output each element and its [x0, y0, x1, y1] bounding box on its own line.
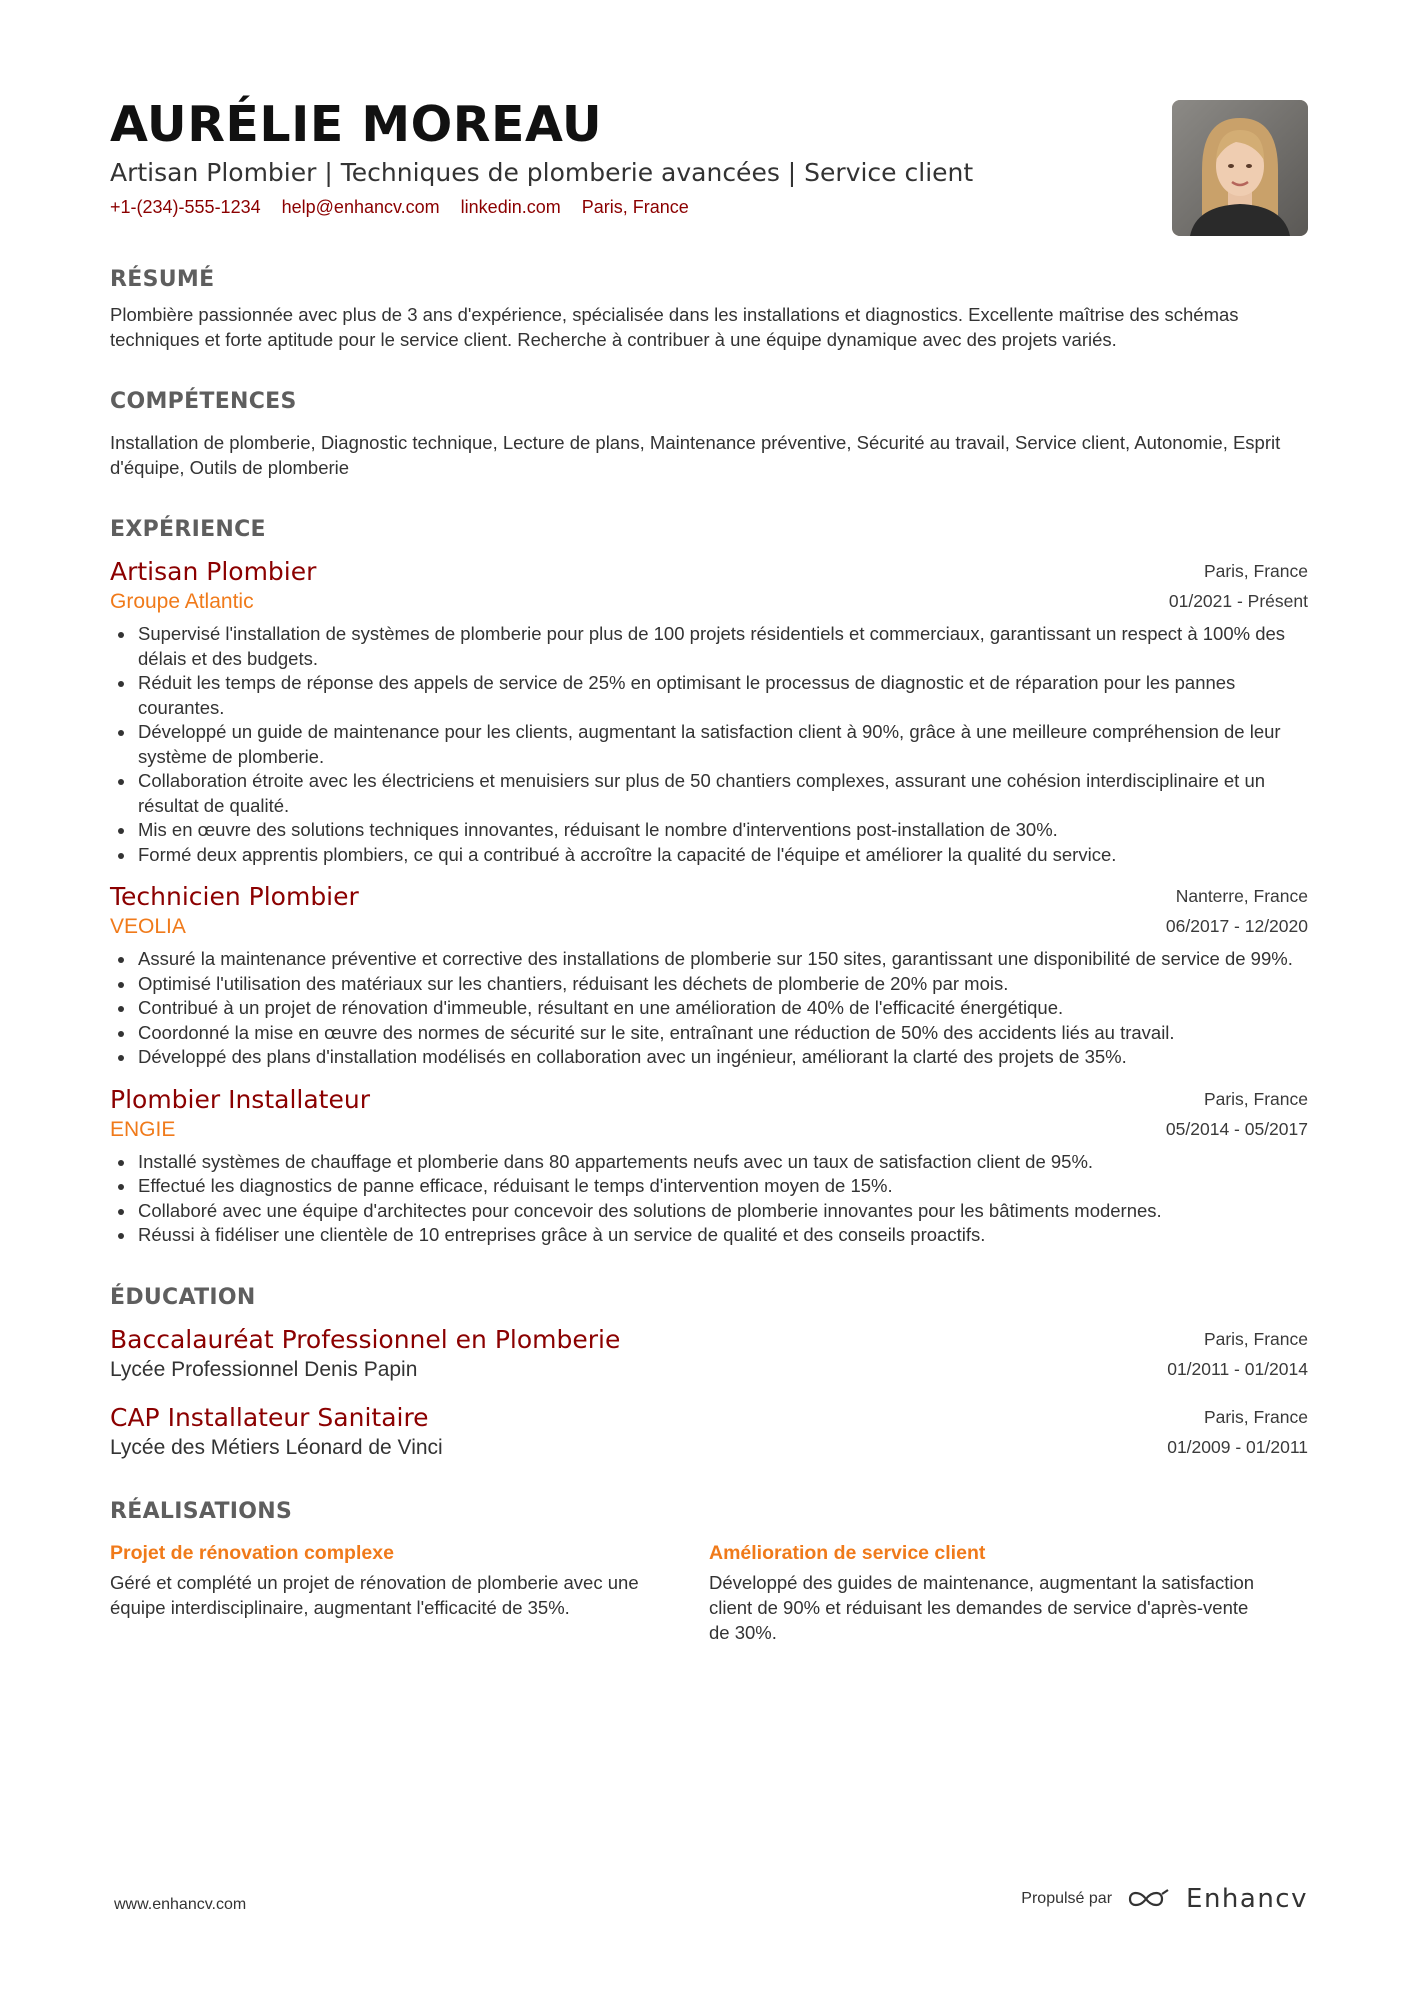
education-location: Paris, France [1203, 1328, 1308, 1349]
enhancv-logo-icon [1126, 1886, 1172, 1912]
contact-email[interactable]: help@enhancv.com [281, 197, 440, 217]
summary-title: RÉSUMÉ [110, 267, 215, 292]
education-entry [110, 1402, 1308, 1462]
brand-name: Enhancv [1186, 1884, 1308, 1914]
profile-photo-image [1172, 100, 1308, 236]
education-section [110, 1284, 1308, 1462]
candidate-name: AURÉLIE MOREAU [110, 96, 603, 153]
summary-text: Plombière passionnée avec plus de 3 ans d'expérience, spécialisée dans les installations et diagnostics. Excellente maîtrise des schémas techniques et forte aptitude pour le service client. Recherche à contribuer à une équipe dynamique avec des projets variés. [110, 304, 1239, 350]
achievement-item [709, 1540, 1308, 1645]
education-meta [1167, 1324, 1308, 1384]
powered-by-label: Propulsé par [1021, 1890, 1113, 1907]
education-school: Lycée Professionnel Denis Papin [110, 1357, 418, 1381]
achievement-text: Développé des guides de maintenance, augmentant la satisfaction client de 90% et réduisant les demandes de service d'après-vente de 30%. [709, 1571, 1255, 1643]
job-meta [1166, 1084, 1308, 1144]
footer-branding [1021, 1884, 1308, 1914]
education-dates: 01/2011 - 01/2014 [1167, 1358, 1308, 1379]
job-company: ENGIE [110, 1117, 176, 1141]
bullet-item: Formé deux apprentis plombiers, ce qui a contribué à accroître la capacité de l'équipe et améliorer la qualité du service. [110, 843, 1308, 868]
education-location: Paris, France [1203, 1406, 1308, 1427]
education-degree: Baccalauréat Professionnel en Plomberie [110, 1324, 621, 1354]
bullet-item: Coordonné la mise en œuvre des normes de sécurité sur le site, entraînant une réduction de 50% des accidents liés au travail. [110, 1021, 1308, 1046]
achievement-text: Géré et complété un projet de rénovation de plomberie avec une équipe interdisciplinaire, augmentant l'efficacité de 35%. [110, 1571, 639, 1618]
job-meta [1166, 881, 1308, 941]
achievement-title: Amélioration de service client [709, 1541, 986, 1564]
skills-text: Installation de plomberie, Diagnostic technique, Lecture de plans, Maintenance préventive, Sécurité au travail, Service client, Autonomie, Esprit d'équipe, Outils de plomberie [110, 432, 1281, 478]
education-degree: CAP Installateur Sanitaire [110, 1402, 429, 1432]
job-role: Technicien Plombier [110, 882, 359, 911]
bullet-item: Collaboration étroite avec les électriciens et menuisiers sur plus de 50 chantiers complexes, assurant une cohésion interdisciplinaire et un résultat de qualité. [110, 769, 1308, 818]
job-company: VEOLIA [110, 915, 186, 938]
summary-section [110, 266, 1308, 352]
job-bullets [110, 1150, 1308, 1248]
experience-section [110, 516, 1308, 1248]
skills-section [110, 388, 1308, 480]
bullet-item: Collaboré avec une équipe d'architectes pour concevoir des solutions de plomberie innovantes pour les bâtiments modernes. [110, 1199, 1308, 1224]
contact-line [110, 196, 1308, 218]
resume-content [110, 96, 1308, 1645]
education-school: Lycée des Métiers Léonard de Vinci [110, 1435, 443, 1459]
job-role: Plombier Installateur [110, 1084, 370, 1114]
achievements-grid [110, 1540, 1308, 1645]
job-dates: 01/2021 - Présent [1168, 591, 1308, 611]
education-title: ÉDUCATION [110, 1284, 256, 1310]
candidate-headline: Artisan Plombier | Techniques de plomberie avancées | Service client [110, 158, 974, 187]
job-dates: 05/2014 - 05/2017 [1165, 1118, 1308, 1139]
bullet-item: Mis en œuvre des solutions techniques innovantes, réduisant le nombre d'interventions post-installation de 30%. [110, 818, 1308, 843]
job-meta [1169, 556, 1308, 616]
bullet-item: Optimisé l'utilisation des matériaux sur les chantiers, réduisant les déchets de plomberie de 20% par mois. [110, 972, 1308, 997]
bullet-item: Réussi à fidéliser une clientèle de 10 entreprises grâce à un service de qualité et des conseils proactifs. [110, 1223, 1308, 1248]
bullet-item: Supervisé l'installation de systèmes de plomberie pour plus de 100 projets résidentiels et commerciaux, garantissant un respect à 100% des délais et des budgets. [110, 622, 1308, 671]
job-bullets [110, 947, 1308, 1070]
experience-title: EXPÉRIENCE [110, 517, 266, 542]
experience-entry [110, 1084, 1308, 1248]
profile-photo [1172, 100, 1308, 236]
bullet-item: Développé un guide de maintenance pour les clients, augmentant la satisfaction client à 90%, grâce à une meilleure compréhension de leur système de plomberie. [110, 720, 1308, 769]
bullet-item: Réduit les temps de réponse des appels de service de 25% en optimisant le processus de diagnostic et de réparation pour les pannes courantes. [110, 671, 1308, 720]
bullet-item: Assuré la maintenance préventive et corrective des installations de plomberie sur 150 sites, garantissant une disponibilité de service de 99%. [110, 947, 1308, 972]
job-bullets [110, 622, 1308, 867]
contact-phone[interactable]: +1-(234)-555-1234 [110, 197, 261, 217]
job-location: Paris, France [1203, 561, 1308, 581]
job-dates: 06/2017 - 12/2020 [1165, 916, 1308, 936]
contact-location: Paris, France [581, 197, 689, 217]
achievements-title: RÉALISATIONS [110, 1498, 293, 1524]
experience-entry [110, 881, 1308, 1070]
contact-linkedin[interactable]: linkedin.com [460, 197, 561, 217]
skills-title: COMPÉTENCES [110, 389, 297, 414]
bullet-item: Installé systèmes de chauffage et plomberie dans 80 appartements neufs avec un taux de satisfaction client de 95%. [110, 1150, 1308, 1175]
achievement-item [110, 1540, 709, 1645]
resume-header [110, 96, 1308, 246]
bullet-item: Effectué les diagnostics de panne efficace, réduisant le temps d'intervention moyen de 15%. [110, 1174, 1308, 1199]
footer-website[interactable]: www.enhancv.com [114, 1896, 247, 1913]
job-location: Paris, France [1203, 1088, 1308, 1109]
achievement-title: Projet de rénovation complexe [110, 1541, 394, 1564]
education-entry [110, 1324, 1308, 1384]
job-location: Nanterre, France [1175, 886, 1308, 906]
education-meta [1167, 1402, 1308, 1462]
education-dates: 01/2009 - 01/2011 [1167, 1436, 1308, 1457]
bullet-item: Développé des plans d'installation modélisés en collaboration avec un ingénieur, améliorant la clarté des projets de 35%. [110, 1045, 1308, 1070]
bullet-item: Contribué à un projet de rénovation d'immeuble, résultant en une amélioration de 40% de l'efficacité énergétique. [110, 996, 1308, 1021]
job-company: Groupe Atlantic [110, 590, 254, 613]
achievements-section [110, 1498, 1308, 1645]
experience-entry [110, 556, 1308, 867]
job-role: Artisan Plombier [110, 557, 317, 586]
